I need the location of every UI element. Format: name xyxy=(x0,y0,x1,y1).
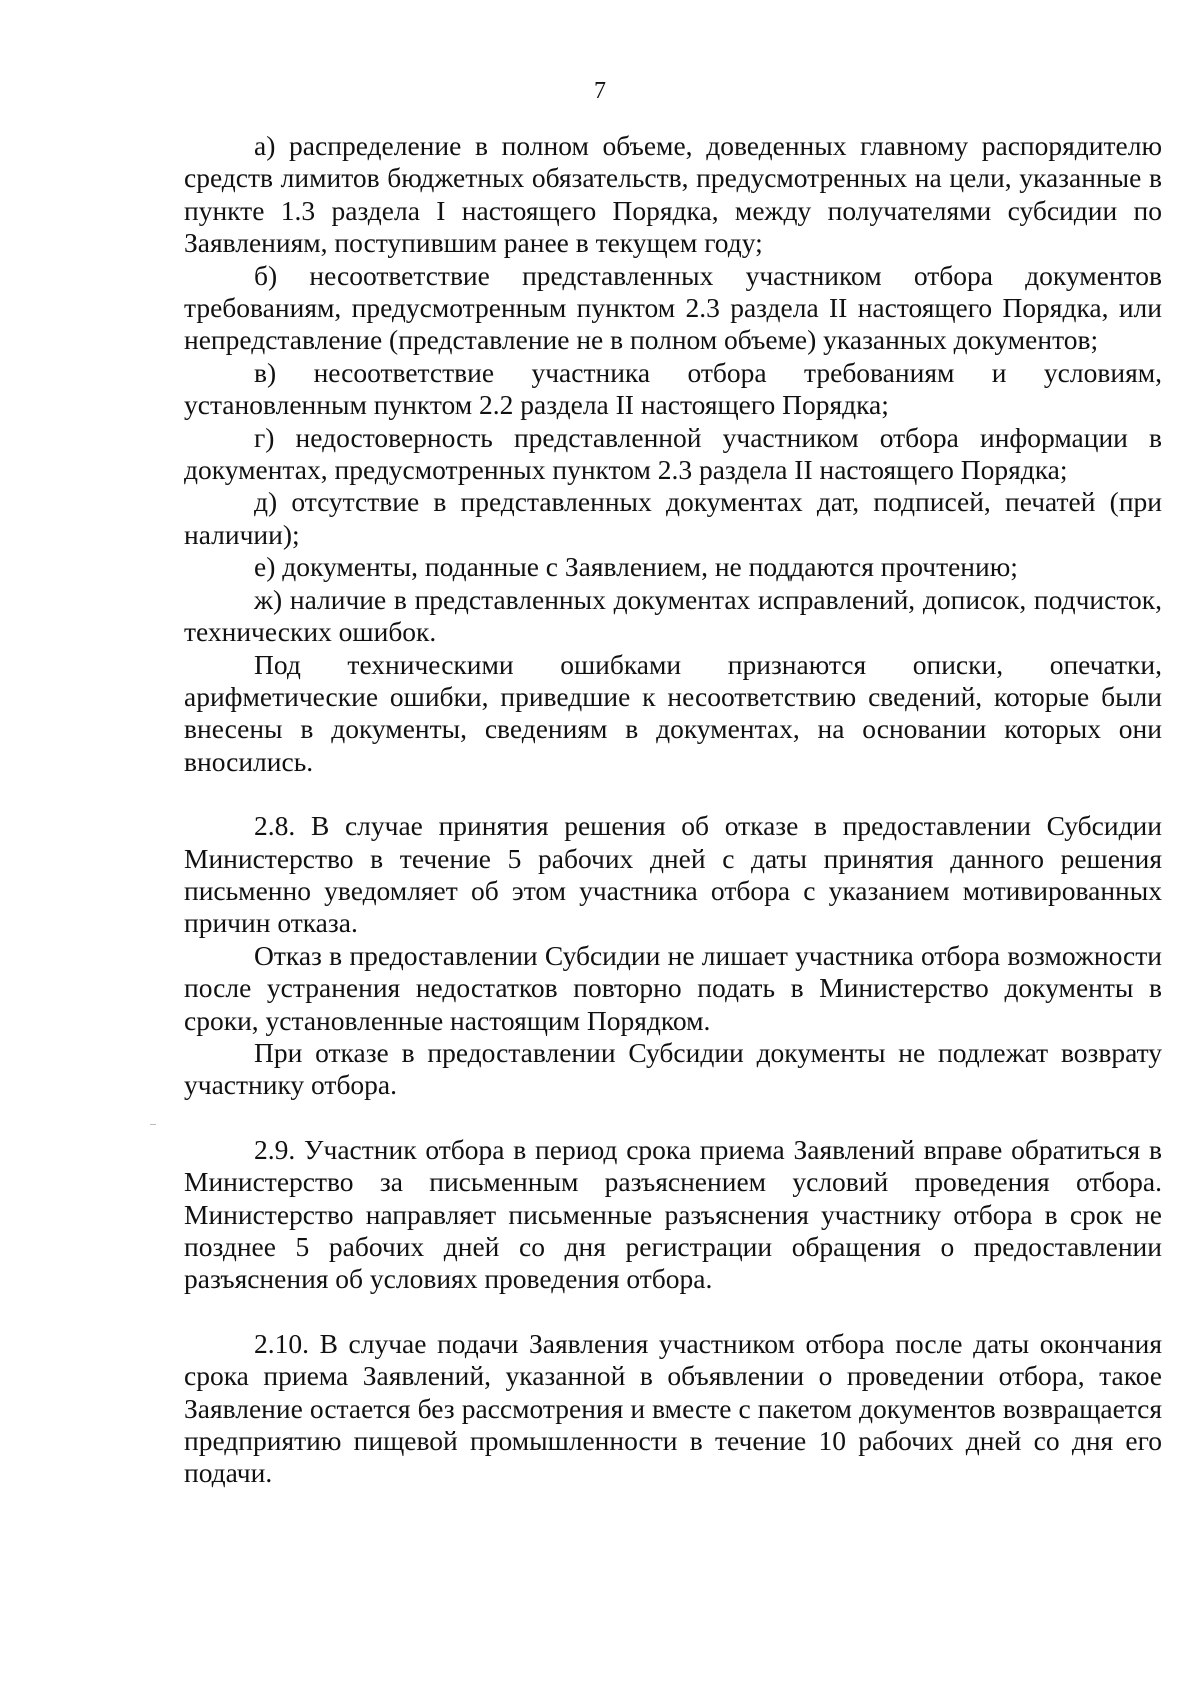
document-body xyxy=(184,130,1162,1490)
section-spacer xyxy=(184,778,1162,810)
section-spacer xyxy=(184,1102,1162,1134)
list-item-zh: ж) наличие в представленных документах исправлений, дописок, подчисток, технических ошибок. xyxy=(184,583,1162,648)
clause-2-9: 2.9. Участник отбора в период срока приема Заявлений вправе обратиться в Министерство за письменным разъяснением условий проведения отбора. Министерство направляет письменные разъяснения участнику отбора в срок не позднее 5 рабочих дней со дня регистрации обращения о предоставлении разъяснения об условиях проведения отбора. xyxy=(184,1133,1162,1295)
section-spacer xyxy=(184,1296,1162,1328)
page-number: 7 xyxy=(594,78,606,104)
clause-2-8-no-return: При отказе в предоставлении Субсидии документы не подлежат возврату участнику отбора. xyxy=(184,1036,1162,1101)
clause-2-8: 2.8. В случае принятия решения об отказе в предоставлении Субсидии Министерство в течение 5 рабочих дней с даты принятия данного решения письменно уведомляет об этом участника отбора с указанием мотивированных причин отказа. xyxy=(184,810,1162,939)
technical-errors-definition: Под техническими ошибками признаются описки, опечатки, арифметические ошибки, приведшие к несоответствию сведений, которые были внесены в документы, сведениям в документах, на основании которых они вносились. xyxy=(184,648,1162,777)
list-item-e: е) документы, поданные с Заявлением, не поддаются прочтению; xyxy=(254,551,1018,583)
list-item-d: д) отсутствие в представленных документах дат, подписей, печатей (при наличии); xyxy=(184,486,1162,550)
list-item-b: б) несоответствие представленных участником отбора документов требованиям, предусмотренным пунктом 2.3 раздела II настоящего Порядка, или непредставление (представление не в полном объеме) указанных документов; xyxy=(184,259,1162,356)
scan-artifact xyxy=(150,1124,156,1125)
list-item-a: а) распределение в полном объеме, доведенных главному распорядителю средств лимитов бюджетных обязательств, предусмотренных на цели, указанные в пункте 1.3 раздела I настоящего Порядка, между получателями субсидии по Заявлениям, поступившим ранее в текущем году; xyxy=(184,130,1162,259)
list-item-g: г) недостоверность представленной участником отбора информации в документах, предусмотренных пунктом 2.3 раздела II настоящего Порядка; xyxy=(184,421,1162,486)
clause-2-8-refusal: Отказ в предоставлении Субсидии не лишает участника отбора возможности после устранения недостатков повторно подать в Министерство документы в сроки, установленные настоящим Порядком. xyxy=(184,939,1162,1036)
clause-2-10: 2.10. В случае подачи Заявления участником отбора после даты окончания срока приема Заявлений, указанной в объявлении о проведении отбора, такое Заявление остается без рассмотрения и вместе с пакетом документов возвращается предприятию пищевой промышленности в течение 10 рабочих дней со дня его подачи. xyxy=(184,1327,1162,1489)
list-item-v: в) несоответствие участника отбора требованиям и условиям, установленным пунктом 2.2 раздела II настоящего Порядка; xyxy=(184,356,1162,421)
